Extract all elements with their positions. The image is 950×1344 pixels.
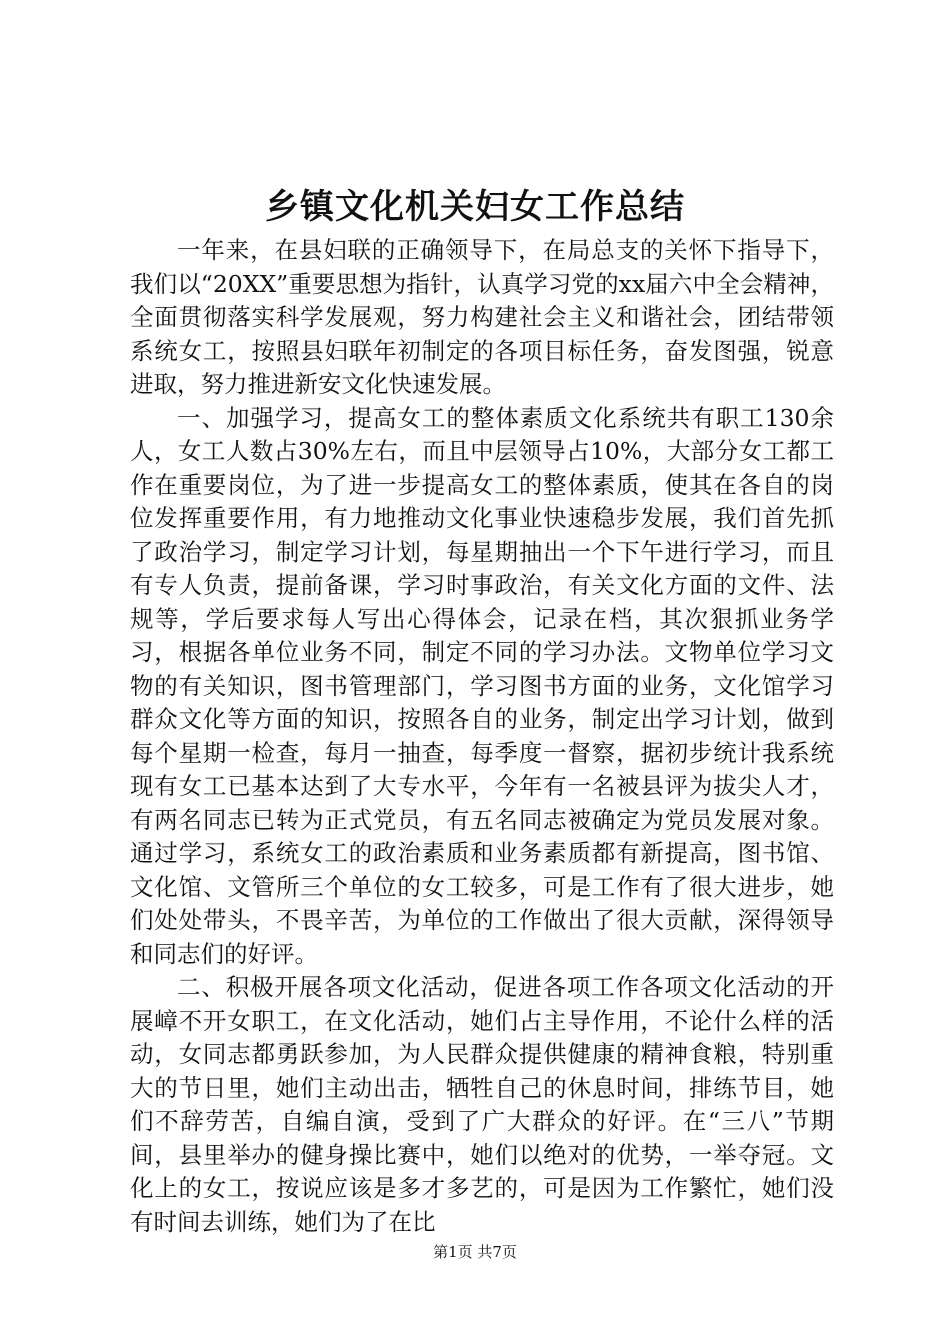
paragraph-section-one: 一、加强学习，提高女工的整体素质文化系统共有职工130余人，女工人数占30%左右，而且中层领导占10%，大部分女工都工作在重要岗位，为了进一步提高女工的整体素质，使其在各自的岗位发挥重要作用，有力地推动文化事业快速稳步发展，我们首先抓了政治学习，制定学习计划，每星期抽出一个下午进行学习，而且有专人负责，提前备课，学习时事政治，有关文化方面的文件、法规等，学后要求每人写出心得体会，记录在档，其次狠抓业务学习，根据各单位业务不同，制定不同的学习办法。文物单位学习文物的有关知识，图书管理部门，学习图书方面的业务，文化馆学习群众文化等方面的知识，按照各自的业务，制定出学习计划，做到每个星期一检查，每月一抽查，每季度一督察，据初步统计我系统现有女工已基本达到了大专水平，今年有一名被县评为拔尖人才，有两名同志已转为正式党员，有五名同志被确定为党员发展对象。通过学习，系统女工的政治素质和业务素质都有新提高，图书馆、文化馆、文管所三个单位的女工较多，可是工作有了很大进步，她们处处带头，不畏辛苦，为单位的工作做出了很大贡献，深得领导和同志们的好评。 (130, 403, 834, 968)
paragraph-section-two: 二、积极开展各项文化活动，促进各项工作各项文化活动的开展嶂不开女职工，在文化活动，她们占主导作用，不论什么样的活动，女同志都勇跃参加，为人民群众提供健康的精神食粮，特别重大的节日里，她们主动出击，牺牲自己的休息时间，排练节目，她们不辞劳苦，自编自演，受到了广大群众的好评。在“三八”节期间，县里举办的健身操比赛中，她们以绝对的优势，一举夺冠。文化上的女工，按说应该是多才多艺的，可是因为工作繁忙，她们没有时间去训练，她们为了在比 (130, 973, 834, 1236)
document-title: 乡镇文化机关妇女工作总结 (265, 187, 685, 227)
page-number-footer: 第1页 共7页 (433, 1243, 517, 1261)
paragraph-intro: 一年来，在县妇联的正确领导下，在局总支的关怀下指导下，我们以“20XX”重要思想为指针，认真学习党的xx届六中全会精神，全面贯彻落实科学发展观，努力构建社会主义和谐社会，团结带领系统女工，按照县妇联年初制定的各项目标任务，奋发图强，锐意进取，努力推进新安文化快速发展。 (130, 236, 834, 398)
document-body (130, 234, 834, 1239)
